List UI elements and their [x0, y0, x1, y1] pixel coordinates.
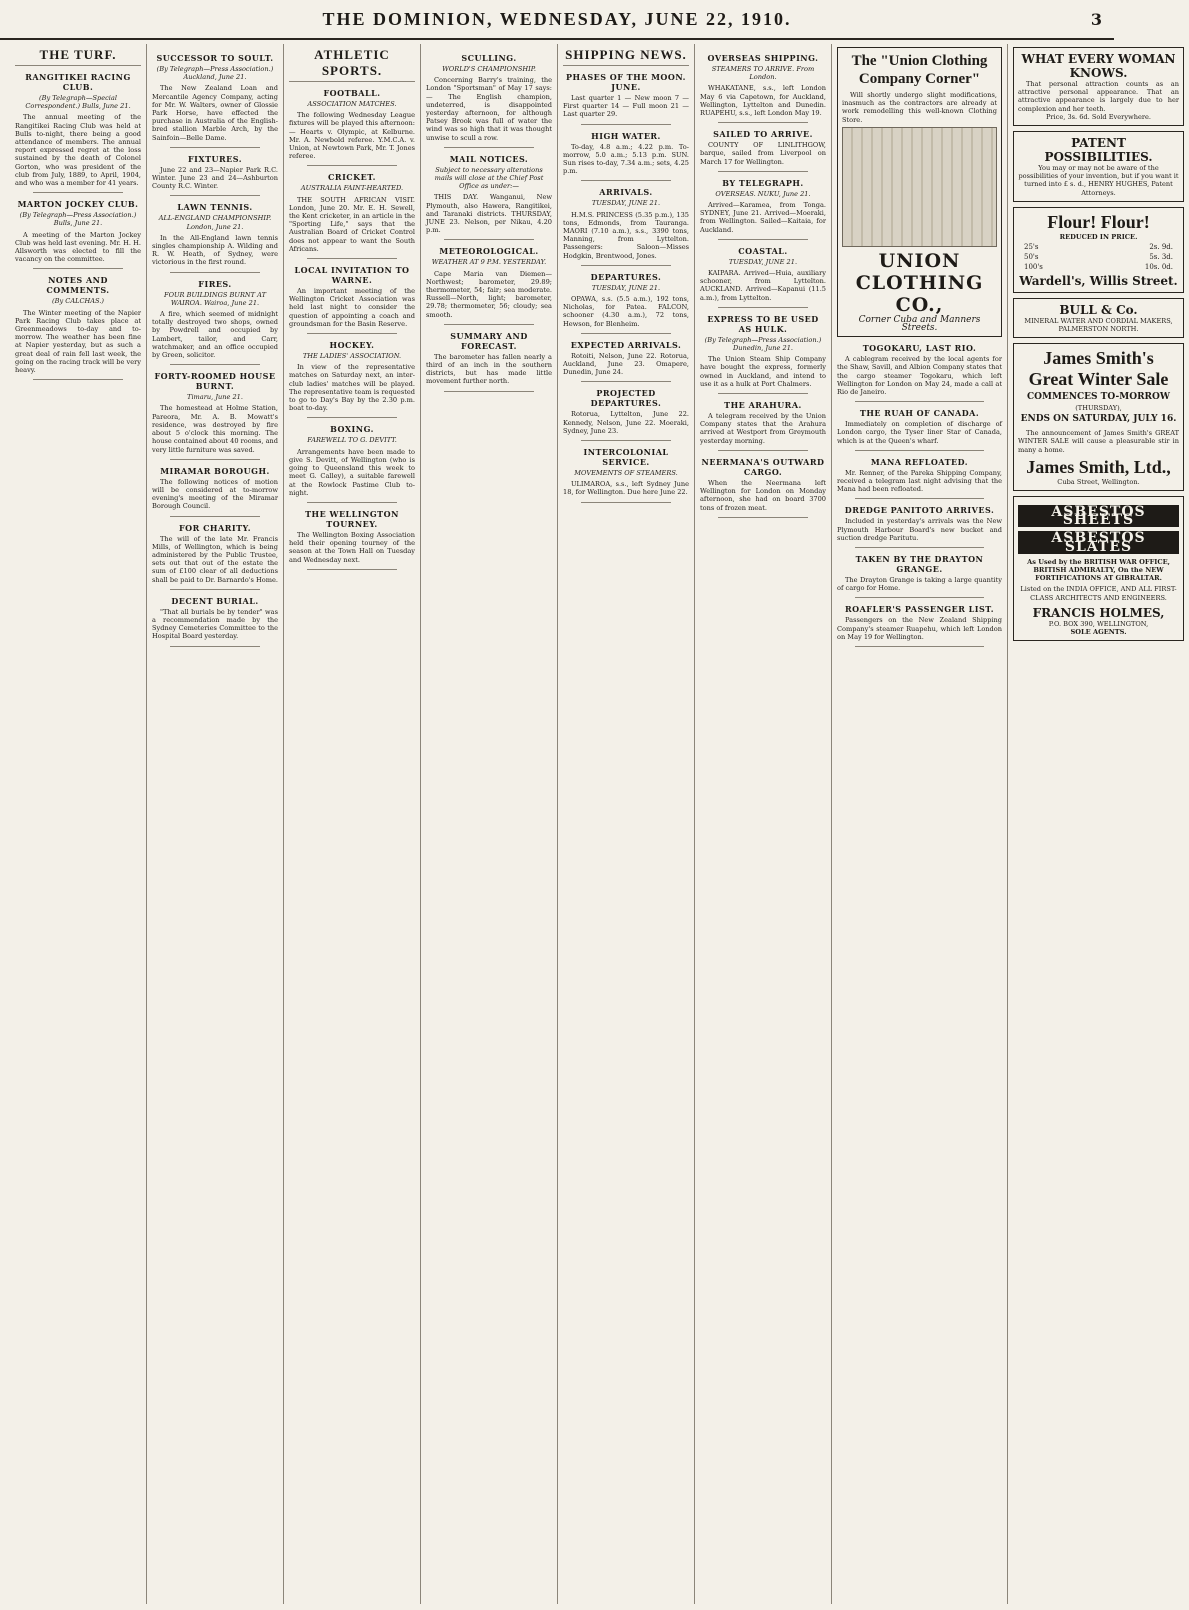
section-body: The following Wednesday League fixtures will be played this afternoon:— Hearts v. Olympic, at Kelburne. Mr. A. Newbold referee. Y.M.C.A. v. Union, at Newtown Park, Mr. T. Jones referee.: [289, 111, 415, 161]
section-body: OPAWA, s.s. (5.5 a.m.), 192 tons, Nicholas, for Patea. FALCON, schooner (4.30 a.m.), 72 tons, Hewson, for Blenheim.: [563, 295, 689, 328]
section-divider: [718, 450, 808, 451]
section-list: [700, 53, 826, 518]
section-list: [289, 88, 415, 570]
ad-seller: FRANCIS HOLMES,: [1032, 605, 1165, 620]
section-heading: CRICKET.: [328, 172, 376, 183]
ad-line-2: ASBESTOS SLATES: [1018, 531, 1179, 553]
section-divider: [307, 258, 397, 259]
column-8: [1008, 44, 1189, 1604]
asbestos-ad: [1013, 496, 1184, 641]
column-5: [558, 44, 695, 1604]
section-subheading: TUESDAY, JUNE 21.: [591, 283, 661, 292]
section-body: Rotorua, Lyttelton, June 22. Kennedy, Nelson, June 22. Moeraki, Sydney, June 23.: [563, 410, 689, 435]
section-divider: [855, 498, 984, 499]
section-divider: [170, 589, 260, 590]
section-heading: PHASES OF THE MOON. JUNE.: [566, 72, 686, 92]
section-divider: [581, 440, 671, 441]
column-4: [421, 44, 558, 1604]
section-subheading: (By CALCHAS.): [52, 297, 104, 306]
section-body: In the All-England lawn tennis singles championship A. Wilding and R. W. Heath, of Sydney, were victorious in the first round.: [152, 233, 278, 267]
section-body: ULIMAROA, s.s., left Sydney June 18, for Wellington. Due here June 22.: [563, 480, 689, 497]
women-ad: [1013, 47, 1184, 126]
price-row: [1024, 253, 1173, 261]
section-divider: [170, 364, 260, 365]
section-divider: [444, 391, 534, 392]
section-heading: FOOTBALL.: [323, 88, 381, 98]
section-heading: DREDGE PANITOTO ARRIVES.: [844, 505, 995, 516]
ad-address: Cuba Street, Wellington.: [1057, 477, 1140, 486]
section-body: The Winter meeting of the Napier Park Racing Club takes place at Greenmeadows to-day and to-morrow. The weather has been fine at Napier yesterday, but as such a great deal of rain fell last week, the going on the racing track will be very heavy.: [15, 308, 141, 375]
section-body: A meeting of the Marton Jockey Club was held last evening. Mr. H. H. Allsworth was elected to fill the vacancy on the committee.: [15, 230, 141, 264]
ad-banner: Great Winter Sale: [1028, 369, 1169, 390]
column-1: [10, 44, 147, 1604]
section-heading: HOCKEY.: [329, 340, 375, 351]
section-heading: FIXTURES.: [187, 153, 243, 164]
section-divider: [718, 307, 808, 308]
section-divider: [33, 192, 123, 193]
section-subheading: (By Telegraph—Press Association.) Bulls, June 21.: [19, 211, 137, 228]
ad-body: Will shortly undergo slight modifications, inasmuch as the contractors are already at work remodelling this well-known Clothing Store.: [842, 91, 997, 124]
section-heading: OVERSEAS SHIPPING.: [707, 53, 819, 63]
section-heading: TAKEN BY THE DRAYTON GRANGE.: [855, 554, 984, 575]
ad-commences: COMMENCES TO-MORROW: [1027, 392, 1170, 403]
section-heading: NOTES AND COMMENTS.: [46, 275, 110, 296]
column-heading: SHIPPING NEWS.: [563, 47, 689, 66]
section-heading: FOR CHARITY.: [178, 522, 252, 533]
column-6: [695, 44, 832, 1604]
ad-body: MINERAL WATER AND CORDIAL MAKERS, PALMERSTON NORTH.: [1024, 316, 1173, 333]
section-heading: LAWN TENNIS.: [177, 202, 253, 213]
price-row: [1024, 243, 1173, 251]
section-divider: [718, 122, 808, 123]
section-body: Arrived—Karamea, from Tonga. SYDNEY, June 21. Arrived—Moeraki, from Wellington. Sailed—Kaitaia, for Auckland.: [700, 201, 826, 234]
section-list: [563, 72, 689, 503]
ad-agents: SOLE AGENTS.: [1070, 628, 1127, 637]
ad-title: BULL & Co.: [1059, 302, 1138, 317]
section-body: The barometer has fallen nearly a third of an inch in the southern districts, but has made little movement further north.: [426, 352, 552, 386]
section-body: The New Zealand Loan and Mercantile Agency Company, acting for Mr. W. Walters, owner of Glossie Park Horse, have effected the purchase in Australia of the English-bred stallion Marble Arch, by the Sainfoin—Belle Dame.: [152, 84, 278, 142]
section-subheading: AUSTRALIA FAINT-HEARTED.: [300, 184, 404, 193]
patent-ad: [1013, 131, 1184, 202]
section-divider: [170, 272, 260, 273]
section-heading: MANA REFLOATED.: [870, 456, 969, 467]
section-divider: [307, 502, 397, 503]
section-subheading: WORLD'S CHAMPIONSHIP.: [442, 65, 536, 73]
column-7: [832, 44, 1008, 1604]
section-heading: ARRIVALS.: [599, 187, 653, 198]
section-divider: [855, 597, 984, 598]
section-subheading: TUESDAY, JUNE 21.: [728, 257, 798, 266]
section-heading: RANGITIKEI RACING CLUB.: [25, 72, 131, 92]
section-divider: [307, 417, 397, 418]
section-subheading: TUESDAY, JUNE 21.: [591, 199, 661, 208]
section-body: Rotoiti, Nelson, June 22. Rotorua, Auckland, June 23. Omapere, Dunedin, June 24.: [563, 351, 689, 377]
price-row: [1024, 263, 1173, 271]
section-body: THE SOUTH AFRICAN VISIT. London, June 20. Mr. E. H. Sewell, the Kent cricketer, in an article in the "Sporting Life," says that the Australian Board of Cricket Control does not appear to want the South Africans.: [289, 195, 415, 253]
section-heading: METEOROLOGICAL.: [439, 246, 539, 257]
ad-seller: Wardell's, Willis Street.: [1019, 273, 1178, 288]
section-divider: [170, 516, 260, 517]
ad-title: James Smith's: [1043, 348, 1154, 369]
ad-day: (THURSDAY),: [1075, 404, 1122, 413]
ad-listed: Listed on the INDIA OFFICE, AND ALL FIRST-CLASS ARCHITECTS AND ENGINEERS.: [1020, 585, 1177, 602]
section-divider: [444, 239, 534, 240]
section-body: H.M.S. PRINCESS (5.35 p.m.), 135 tons, Edmonds, from Tauranga. MAORI (7.10 a.m.), s.s., 3390 tons, Manning, from Lyttelton. Passengers: Saloon—Misses Hodgkin, Brentwood, Jones.: [563, 210, 689, 260]
section-heading: DEPARTURES.: [590, 271, 662, 282]
ad-body: You may or may not be aware of the possibilities of your invention, but if you want it turned into £ s. d., HENRY HUGHES, Patent Attorneys.: [1018, 164, 1179, 197]
section-body: Mr. Renner, of the Pareka Shipping Company, received a telegram last night advising that the Mana had been refloated.: [837, 468, 1002, 494]
section-body: In view of the representative matches on Saturday next, an inter-club ladies' matches will be played. The representative team is requested to go to Day's Bay by the 2.30 p.m. boat to-day.: [289, 363, 415, 413]
bull-ad: [1013, 298, 1184, 338]
section-divider: [307, 333, 397, 334]
section-divider: [170, 646, 260, 647]
ad-firm: James Smith, Ltd.,: [1026, 456, 1171, 477]
page-number: 3: [1090, 10, 1102, 29]
section-divider: [855, 547, 984, 548]
section-divider: [855, 450, 984, 451]
price-value: 2s. 9d.: [1149, 243, 1173, 252]
column-2: [147, 44, 284, 1604]
section-subheading: STEAMERS TO ARRIVE. From London.: [711, 65, 815, 82]
section-heading: COASTAL.: [738, 245, 788, 256]
section-heading: LOCAL INVITATION TO WARNE.: [294, 265, 410, 286]
column-heading: ATHLETIC SPORTS.: [289, 47, 415, 82]
section-subheading: (By Telegraph—Press Association.) Dunedin, June 21.: [704, 335, 822, 353]
price-value: 5s. 3d.: [1149, 253, 1173, 262]
section-list: [837, 343, 1002, 647]
price-label: 100's: [1024, 263, 1043, 272]
ad-title: PATENT POSSIBILITIES.: [1044, 136, 1153, 165]
section-divider: [444, 324, 534, 325]
flour-ad: [1013, 207, 1184, 293]
section-divider: [718, 517, 808, 518]
section-heading: BY TELEGRAPH.: [722, 177, 804, 188]
james-smith-ad: [1013, 343, 1184, 491]
section-body: The Drayton Grange is taking a large quantity of cargo for Home.: [837, 576, 1002, 593]
ad-box: P.O. BOX 390, WELLINGTON,: [1048, 619, 1149, 628]
store-illustration: [842, 127, 997, 247]
section-subheading: FOUR BUILDINGS BURNT AT WAIROA. Wairoa, June 21.: [164, 290, 266, 307]
ad-title: The "Union Clothing Company Corner": [851, 53, 988, 87]
section-heading: SUMMARY AND FORECAST.: [450, 330, 528, 351]
section-subheading: OVERSEAS. NUKU, June 21.: [715, 189, 811, 198]
ad-banner: UNION CLOTHING CO.,: [855, 249, 984, 316]
section-divider: [855, 401, 984, 402]
ad-body: That personal attraction counts as an attractive personal appearance. That an attractive appearance is largely due to her complexion and her teeth.: [1018, 80, 1179, 113]
section-body: A telegram received by the Union Company states that the Arahura arrived at Westport from Greymouth yesterday morning.: [700, 412, 826, 445]
section-divider: [718, 239, 808, 240]
section-body: The annual meeting of the Rangitikei Racing Club was held at Bulls to-night, there being a good attendance of members. The annual report expressed regret at the loss sustained by the death of Colonel Gorton, who was president of the club from July, 1889, to April, 1904, and who was a member for 41 years.: [15, 113, 141, 188]
ad-subtitle: REDUCED IN PRICE.: [1059, 232, 1138, 241]
section-body: COUNTY OF LINLITHGOW, barque, sailed from Liverpool on March 17 for Wellington.: [700, 141, 826, 166]
section-list: [15, 72, 141, 380]
ad-body: As Used by the BRITISH WAR OFFICE, BRITISH ADMIRALTY, On the NEW FORTIFICATIONS AT GIBRALTAR.: [1027, 557, 1170, 583]
section-heading: DECENT BURIAL.: [171, 595, 259, 606]
price-value: 10s. 0d.: [1144, 263, 1173, 272]
ad-price: Price, 3s. 6d. Sold Everywhere.: [1045, 112, 1152, 121]
column-3: [284, 44, 421, 1604]
section-heading: INTERCOLONIAL SERVICE.: [583, 447, 669, 468]
section-heading: THE WELLINGTON TOURNEY.: [305, 508, 399, 529]
section-divider: [718, 393, 808, 394]
section-subheading: WEATHER AT 9 P.M. YESTERDAY.: [431, 258, 547, 267]
masthead: [0, 0, 1114, 40]
ad-line-1: ASBESTOS SHEETS: [1018, 505, 1179, 527]
section-subheading: (By Telegraph—Special Correspondent.) Bulls, June 21.: [25, 94, 131, 111]
section-heading: MARTON JOCKEY CLUB.: [17, 199, 139, 210]
union-clothing-ad: [837, 47, 1002, 337]
section-heading: THE RUAH OF CANADA.: [859, 408, 980, 419]
section-divider: [170, 459, 260, 460]
section-heading: FIRES.: [198, 278, 232, 289]
section-body: Included in yesterday's arrivals was the New Plymouth Harbour Board's new bucket and suction dredge Paritutu.: [837, 517, 1002, 542]
section-heading: EXPRESS TO BE USED AS HULK.: [707, 313, 819, 334]
newspaper-title: THE DOMINION, WEDNESDAY, JUNE 22, 1910.: [322, 8, 792, 29]
section-divider: [170, 195, 260, 196]
section-list: [152, 53, 278, 647]
section-heading: THE ARAHURA.: [724, 400, 802, 411]
ad-title: WHAT EVERY WOMAN KNOWS.: [1021, 52, 1176, 80]
section-body: When the Neermana left Wellington for London on Monday afternoon, she had on board 3700 tons of frozen meat.: [700, 478, 826, 512]
section-body: The following notices of motion will be considered at to-morrow evening's meeting of the Miramar Borough Council.: [152, 477, 278, 511]
section-heading: NEERMANA'S OUTWARD CARGO.: [701, 456, 825, 477]
section-body: Concerning Barry's training, the London "Sportsman" of May 17 says:— The English champion, undeterred, is disappointed yesterday afternoon, for although Patsey Brook was full of water the wind was so high that it was thought unwise to scull a row.: [426, 76, 552, 142]
section-divider: [581, 124, 671, 125]
section-body: THIS DAY. Wanganui, New Plymouth, also Hawera, Rangitikei, and Taranaki districts. THURSDAY, JUNE 23. Nelson, per Nikau, 4.20 p.m.: [426, 193, 552, 235]
section-subheading: MOVEMENTS OF STEAMERS.: [574, 469, 678, 478]
section-body: A cablegram received by the local agents for the Shaw, Savill, and Albion Company states that the cargo steamer Togokaru, which left Wellington for London on May 24, made a call at Rio de Janeiro.: [837, 355, 1002, 397]
section-divider: [307, 569, 397, 570]
section-body: WHAKATANE, s.s., left London May 6 via Capetown, for Auckland, Wellington, Lyttelton and Dunedin. RUAPEHU, s.s., left London May 19.: [700, 84, 826, 118]
section-divider: [307, 165, 397, 166]
section-heading: HIGH WATER.: [591, 130, 661, 141]
section-heading: SUCCESSOR TO SOULT.: [156, 53, 274, 63]
column-heading: THE TURF.: [15, 47, 141, 66]
section-divider: [581, 333, 671, 334]
section-divider: [33, 268, 123, 269]
section-body: Passengers on the New Zealand Shipping Company's steamer Ruapehu, which left London on May 19 for Wellington.: [837, 616, 1002, 641]
section-heading: MIRAMAR BOROUGH.: [160, 465, 270, 476]
section-divider: [718, 171, 808, 172]
section-body: An important meeting of the Wellington Cricket Association was held last night to consider the question of appointing a coach and groundsman for the Basin Reserve.: [289, 287, 415, 328]
section-heading: ROAFLER'S PASSENGER LIST.: [844, 604, 995, 615]
section-body: The Wellington Boxing Association held their opening tourney of the season at the Town Hall on Tuesday and Wednesday next.: [289, 530, 415, 564]
ad-title: Flour! Flour!: [1047, 211, 1150, 232]
section-divider: [581, 502, 671, 503]
section-heading: SAILED TO ARRIVE.: [713, 129, 813, 140]
section-subheading: ALL-ENGLAND CHAMPIONSHIP. London, June 21.: [158, 214, 272, 231]
section-heading: PROJECTED DEPARTURES.: [590, 388, 662, 409]
section-heading: TOGOKARU, LAST RIO.: [862, 343, 977, 354]
section-subheading: FAREWELL TO G. DEVITT.: [307, 436, 397, 445]
section-heading: SCULLING.: [461, 53, 517, 63]
section-body: Last quarter 1 — New moon 7 — First quarter 14 — Full moon 21 — Last quarter 29.: [563, 94, 689, 119]
newspaper-columns: [10, 44, 1179, 1604]
section-divider: [581, 381, 671, 382]
section-body: The will of the late Mr. Francis Mills, of Wellington, which is being administered by the Public Trustee, sets out that out of the estate the sum of £100 clear of all deductions shall be paid to Dr. Barnardo's Home.: [152, 534, 279, 584]
section-heading: BOXING.: [330, 424, 374, 435]
section-divider: [581, 180, 671, 181]
section-body: A fire, which seemed of midnight totally destroyed two shops, owned by Powdrell and occupied by Lambert, tailor, and Carr, watchmaker, and an office occupied by Green, solicitor.: [152, 310, 278, 360]
section-subheading: Subject to necessary alterations mails will close at the Chief Post Office as under:—: [434, 165, 544, 191]
section-body: The Union Steam Ship Company have bought the express, formerly owned in Auckland, and intend to use it as a hulk at Port Chalmers.: [700, 355, 826, 388]
ad-ends: ENDS ON SATURDAY, JULY 16.: [1020, 414, 1177, 425]
section-subheading: ASSOCIATION MATCHES.: [307, 100, 397, 108]
section-subheading: THE LADIES' ASSOCIATION.: [302, 352, 402, 361]
section-body: KAIPARA. Arrived—Huia, auxiliary schooner, from Lyttelton. AUCKLAND. Arrived—Kapanui (11.5 a.m.), from Lyttelton.: [700, 269, 826, 302]
section-body: June 22 and 23—Napier Park R.C. Winter. June 23 and 24—Ashburton County R.C. Winter.: [152, 165, 278, 191]
section-body: Immediately on completion of discharge of London cargo, the Tyser liner Star of Canada, which is at the Queen's wharf.: [837, 420, 1002, 445]
section-subheading: (By Telegraph—Press Association.) Auckland, June 21.: [156, 65, 274, 82]
ad-body: The announcement of James Smith's GREAT WINTER SALE will cause a pleasurable stir in many a home.: [1018, 429, 1179, 454]
section-divider: [170, 147, 260, 148]
section-heading: EXPECTED ARRIVALS.: [570, 339, 682, 350]
section-heading: MAIL NOTICES.: [449, 153, 529, 164]
section-body: Cape Maria van Diemen—Northwest; barometer, 29.89; thermometer, 54; fair; sea moderate. Russell—North, light; barometer, 29.78; thermometer, 56; cloudy; sea smooth.: [426, 269, 552, 319]
price-label: 25's: [1024, 243, 1039, 252]
ad-address: Corner Cuba and Manners Streets.: [858, 314, 981, 334]
section-body: Arrangements have been made to give S. Devitt, of Wellington (who is going to Queensland this week to meet G. Calley), a suitable farewell at the Rowlock Pastime Club to-night.: [289, 447, 415, 497]
section-body: "That all burials be by tender" was a recommendation made by the Sydney Cemeteries Committee to the Hospital Board yesterday.: [152, 607, 278, 641]
section-subheading: Timaru, June 21.: [187, 393, 243, 402]
section-divider: [444, 147, 534, 148]
section-list: [426, 53, 552, 392]
price-label: 50's: [1024, 253, 1039, 262]
section-divider: [581, 265, 671, 266]
section-heading: FORTY-ROOMED HOUSE BURNT.: [154, 371, 276, 392]
section-body: To-day, 4.8 a.m.; 4.22 p.m. To-morrow, 5.0 a.m.; 5.13 p.m. SUN. Sun rises to-day, 7.34 a.m.; sets, 4.25 p.m.: [563, 142, 689, 176]
section-divider: [855, 646, 984, 647]
section-divider: [33, 379, 123, 380]
section-body: The homestead at Holme Station, Pareora, Mr. A. B. Mowatt's residence, was destroyed by fire about 5 o'clock this morning. The house contained about 40 rooms, and very little furniture was saved.: [152, 404, 278, 454]
